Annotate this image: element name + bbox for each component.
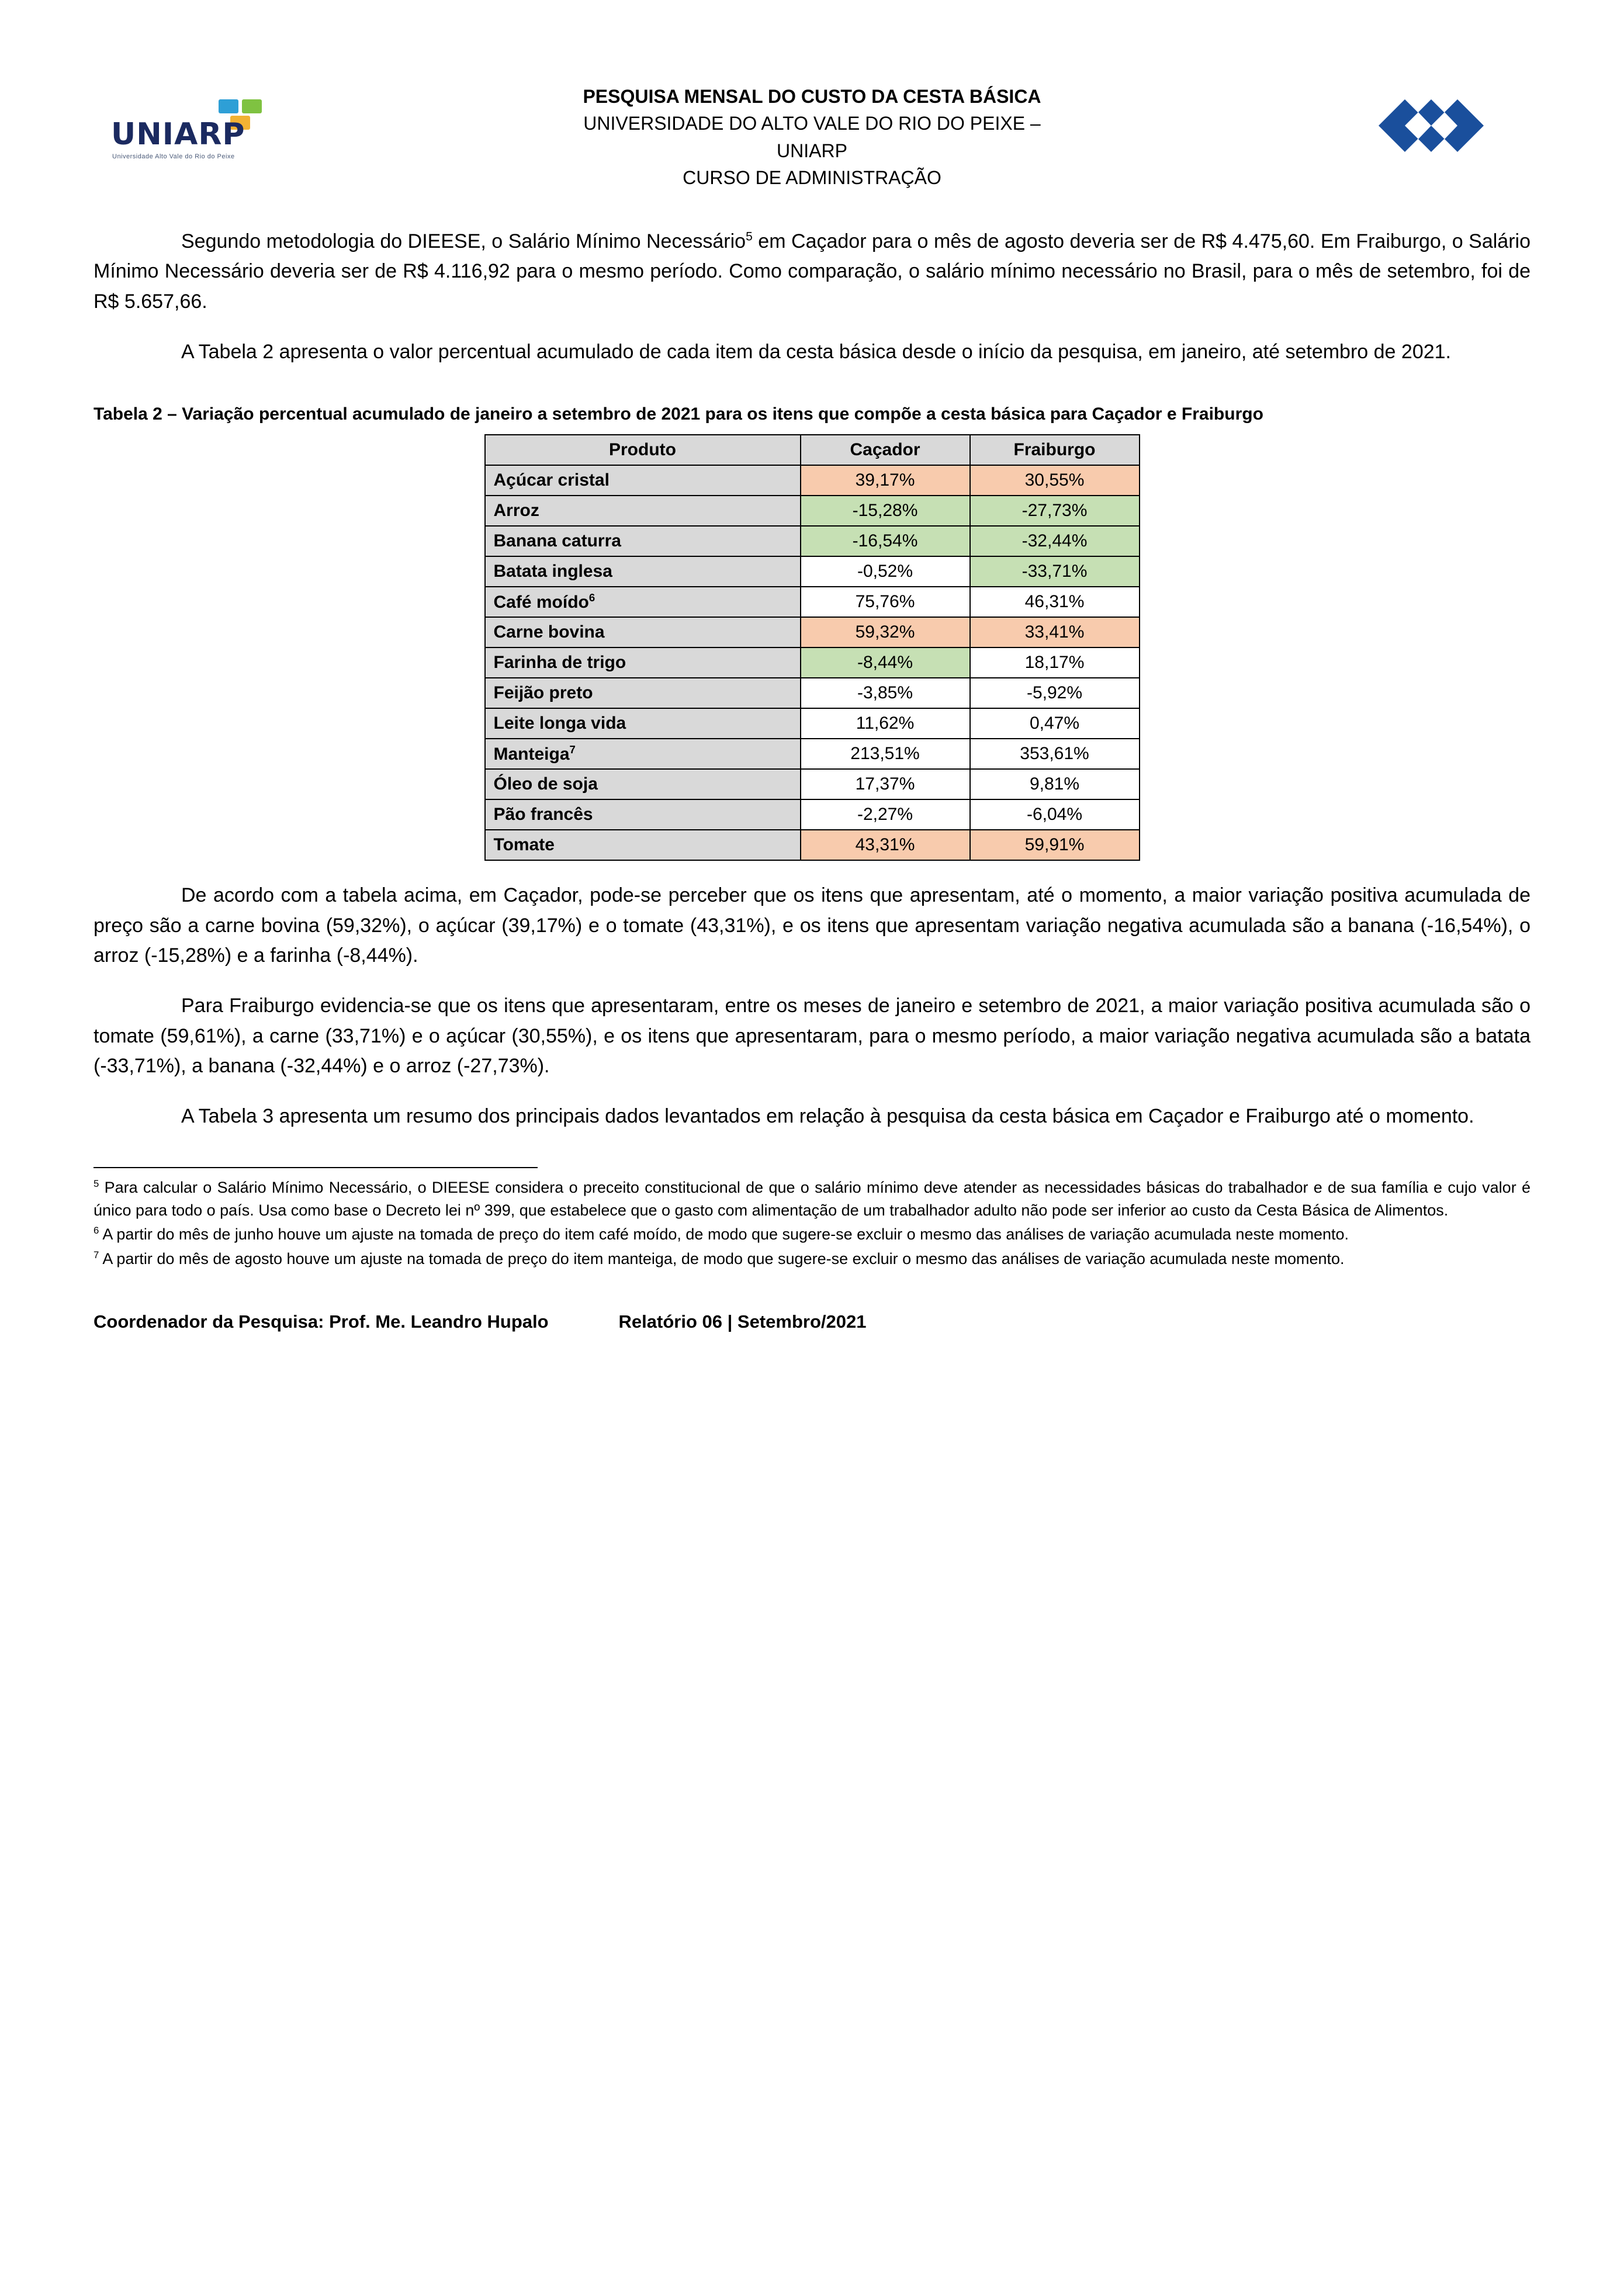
table-row [485,465,1140,496]
uniarp-logo-container [94,70,286,169]
footnote-5-text: Para calcular o Salário Mínimo Necessário, o DIEESE considera o preceito constitucional de que o salário mínimo deve atender as necessidades básicas do trabalhador e de sua família e cujo valor é único para todo o país. Usa como base o Decreto lei nº 399, que estabelece que o gasto com alimentação de um trabalhador adulto não pode ser inferior ao custo da Cesta Básica de Alimentos. [94,1178,1530,1219]
diamond-logo-icon [1373,93,1495,158]
footnote-6-text: A partir do mês de junho houve um ajuste na tomada de preço do item café moído, de modo que sugere-se excluir o mesmo das análises de variação acumulada neste momento. [99,1225,1349,1244]
footer-report-info: Relatório 06 | Setembro/2021 [618,1311,867,1332]
cell-fraiburgo: 30,55% [970,465,1140,496]
cell-fraiburgo: 9,81% [970,769,1140,799]
header-title-main: PESQUISA MENSAL DO CUSTO DA CESTA BÁSICA [583,86,1041,107]
column-header-produto: Produto [485,435,801,465]
cell-fraiburgo: 18,17% [970,647,1140,678]
cell-cacador: 11,62% [801,708,970,739]
table-row [485,496,1140,526]
cell-produto: Manteiga$^7$ [485,739,801,769]
secondary-logo-container [1338,70,1530,158]
table-2-wrapper [94,434,1530,861]
cell-produto: Batata inglesa [485,556,801,587]
cell-cacador: -2,27% [801,799,970,830]
footnote-ref-5: 5 [746,230,753,244]
cell-cacador: -0,52% [801,556,970,587]
paragraph-analise-cacador: De acordo com a tabela acima, em Caçador, pode-se perceber que os itens que apresentam, até o momento, a maior variação positiva acumulada de preço são a carne bovina (59,32%), o açúcar (39,17%) e o tomate (43,31%), e os itens que apresentam variação negativa acumulada são a banana (-16,54%), o arroz (-15,28%) e a farinha (-8,44%). [94,884,1530,967]
footnote-separator [94,1167,538,1168]
cell-produto: Feijão preto [485,678,801,708]
footer-coordinator: Coordenador da Pesquisa: Prof. Me. Leandro Hupalo [94,1311,549,1332]
table-header-row [485,435,1140,465]
cell-produto: Arroz [485,496,801,526]
footnote-7-text: A partir do mês de agosto houve um ajuste na tomada de preço do item manteiga, de modo que sugere-se excluir o mesmo das análises de variação acumulada neste momento. [99,1249,1345,1268]
table-row [485,769,1140,799]
cell-cacador: -8,44% [801,647,970,678]
uniarp-logo [111,99,269,169]
cell-cacador: -3,85% [801,678,970,708]
cell-cacador: -16,54% [801,526,970,556]
cell-fraiburgo: 0,47% [970,708,1140,739]
header-title-course: CURSO DE ADMINISTRAÇÃO [683,167,941,189]
footnote-ref-6: 6 [588,591,595,604]
footnote-5 [94,1176,1530,1223]
paragraph-tabela2-intro: A Tabela 2 apresenta o valor percentual acumulado de cada item da cesta básica desde o início da pesquisa, em janeiro, até setembro de 2021. [181,340,1451,363]
cell-produto: Café moído$^6$ [485,587,801,617]
header-title-university: UNIVERSIDADE DO ALTO VALE DO RIO DO PEIXE – [583,113,1041,134]
footnote-5-marker: 5 [94,1178,99,1189]
paragraph-1-part-b: em Caçador para o mês de agosto deveria ser de R$ 4.475,60. Em Fraiburgo, o Salário Mínimo Necessário deveria ser de R$ 4.116,92 para o mesmo período. Como comparação, o salário mínimo necessário no Brasil, para o mês de setembro, foi de R$ 5.657,66. [94,230,1531,313]
cell-fraiburgo: 46,31% [970,587,1140,617]
cell-produto: Óleo de soja [485,769,801,799]
footnote-6 [94,1223,1530,1246]
cell-cacador: 43,31% [801,830,970,860]
table-row [485,799,1140,830]
cell-fraiburgo: -27,73% [970,496,1140,526]
cell-cacador: 75,76% [801,587,970,617]
table-row [485,708,1140,739]
page-footer [94,1311,1530,1332]
cell-fraiburgo: -6,04% [970,799,1140,830]
footnotes [94,1176,1530,1271]
table-row [485,830,1140,860]
table-row [485,739,1140,769]
table-row [485,587,1140,617]
cell-produto: Carne bovina [485,617,801,647]
paragraph-salario-minimo [94,227,1530,317]
table-row [485,526,1140,556]
footnote-7 [94,1248,1530,1270]
footnote-6-marker: 6 [94,1225,99,1237]
paragraph-analise-fraiburgo: Para Fraiburgo evidencia-se que os itens que apresentaram, entre os meses de janeiro e setembro de 2021, a maior variação positiva acumulada são o tomate (59,61%), a carne (33,71%) e o açúcar (30,55%), e os itens que apresentaram, para o mesmo período, a maior variação negativa acumulada são a batata (-33,71%), a banana (-32,44%) e o arroz (-27,73%). [94,994,1530,1078]
header-titles [298,70,1326,192]
paragraph-tabela3-intro: A Tabela 3 apresenta um resumo dos principais dados levantados em relação à pesquisa da cesta básica em Caçador e Fraiburgo até o momento. [181,1104,1474,1127]
column-header-fraiburgo: Fraiburgo [970,435,1140,465]
cell-produto: Tomate [485,830,801,860]
cell-cacador: 59,32% [801,617,970,647]
cell-produto: Pão francês [485,799,801,830]
uniarp-logo-wordmark: UNIARP [111,117,245,152]
cell-fraiburgo: 59,91% [970,830,1140,860]
cell-cacador: 213,51% [801,739,970,769]
cell-cacador: 17,37% [801,769,970,799]
cell-produto: Banana caturra [485,526,801,556]
paragraph-1-part-a: Segundo metodologia do DIEESE, o Salário Mínimo Necessário [181,230,746,252]
table-row [485,617,1140,647]
uniarp-logo-subtitle: Universidade Alto Vale do Rio do Peixe [112,153,235,160]
cell-produto: Açúcar cristal [485,465,801,496]
cell-cacador: -15,28% [801,496,970,526]
footnote-7-marker: 7 [94,1249,99,1260]
cell-fraiburgo: -32,44% [970,526,1140,556]
column-header-cacador: Caçador [801,435,970,465]
cell-produto: Leite longa vida [485,708,801,739]
cell-cacador: 39,17% [801,465,970,496]
cell-fraiburgo: -5,92% [970,678,1140,708]
cell-fraiburgo: 33,41% [970,617,1140,647]
page-header [94,70,1530,192]
table-row [485,647,1140,678]
cell-fraiburgo: 353,61% [970,739,1140,769]
header-title-uniarp: UNIARP [777,140,847,161]
table-2 [484,434,1140,861]
table-row [485,678,1140,708]
table-body [485,465,1140,860]
cell-fraiburgo: -33,71% [970,556,1140,587]
table-2-caption: Tabela 2 – Variação percentual acumulado de janeiro a setembro de 2021 para os itens que compõe a cesta básica para Caçador e Fraiburgo [94,404,1263,424]
cell-produto: Farinha de trigo [485,647,801,678]
table-row [485,556,1140,587]
footnote-ref-7: 7 [569,743,576,756]
